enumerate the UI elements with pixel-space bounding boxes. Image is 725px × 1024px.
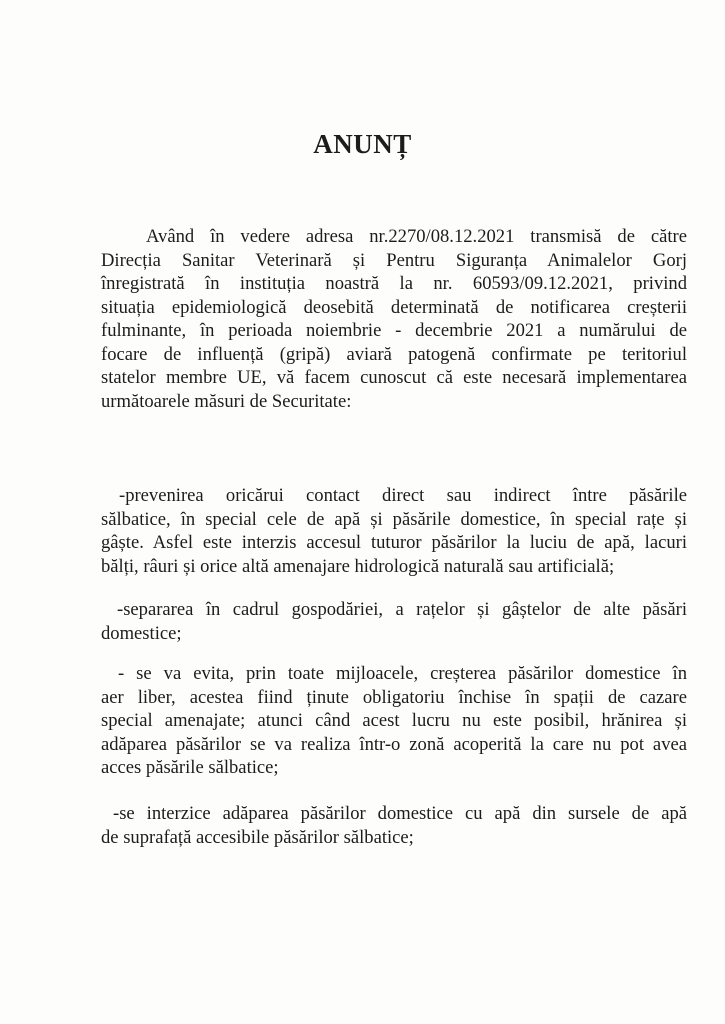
intro-paragraph xyxy=(101,225,687,413)
text-line: înregistrată în instituția noastră la nr. 60593/09.12.2021, privind xyxy=(101,273,687,294)
text-line: situația epidemiologică deosebită determinată de notificarea creșterii xyxy=(101,296,687,318)
text-line: - se va evita, prin toate mijloacele, creșterea păsărilor domestice în xyxy=(118,663,687,684)
measure-paragraph xyxy=(101,484,687,578)
text-line: Direcția Sanitar Veterinară și Pentru Siguranța Animalelor Gorj xyxy=(101,249,687,271)
text-line: următoarele măsuri de Securitate: xyxy=(101,390,352,412)
text-line: sălbatice, în special cele de apă și păsările domestice, în special rațe și xyxy=(101,508,687,530)
text-line: special amenajate; atunci când acest lucru nu este posibil, hrănirea și xyxy=(101,710,687,731)
measure-paragraph xyxy=(101,662,687,780)
text-line: de suprafață accesibile păsărilor sălbatice; xyxy=(101,826,414,848)
text-line: fulminante, în perioada noiembrie - decembrie 2021 a numărului de xyxy=(101,320,687,341)
text-line: domestice; xyxy=(101,622,182,644)
text-line: -prevenirea oricărui contact direct sau indirect între păsările xyxy=(119,485,687,506)
measure-paragraph xyxy=(101,802,687,849)
text-line: aer liber, acestea fiind ținute obligatoriu închise în spații de cazare xyxy=(101,686,687,708)
text-line: gâște. Asfel este interzis accesul tuturor păsărilor la luciu de apă, lacuri xyxy=(101,532,687,553)
text-line: bălți, râuri și orice altă amenajare hidrologică naturală sau artificială; xyxy=(101,555,615,577)
text-line: focare de influență (gripă) aviară patogenă confirmate pe teritoriul xyxy=(101,343,687,365)
text-line: -se interzice adăparea păsărilor domestice cu apă din sursele de apă xyxy=(113,803,687,824)
text-line: adăparea păsărilor se va realiza într-o zonă acoperită la care nu pot avea xyxy=(101,733,687,755)
measure-paragraph xyxy=(101,598,687,645)
document-title: ANUNȚ xyxy=(313,129,412,159)
text-line: statelor membre UE, vă facem cunoscut că este necesară implementarea xyxy=(101,367,687,388)
text-line: acces păsările sălbatice; xyxy=(101,757,279,778)
text-line: Având în vedere adresa nr.2270/08.12.2021 transmisă de către xyxy=(146,226,687,247)
text-line: -separarea în cadrul gospodăriei, a rațelor și gâștelor de alte păsări xyxy=(117,599,687,620)
